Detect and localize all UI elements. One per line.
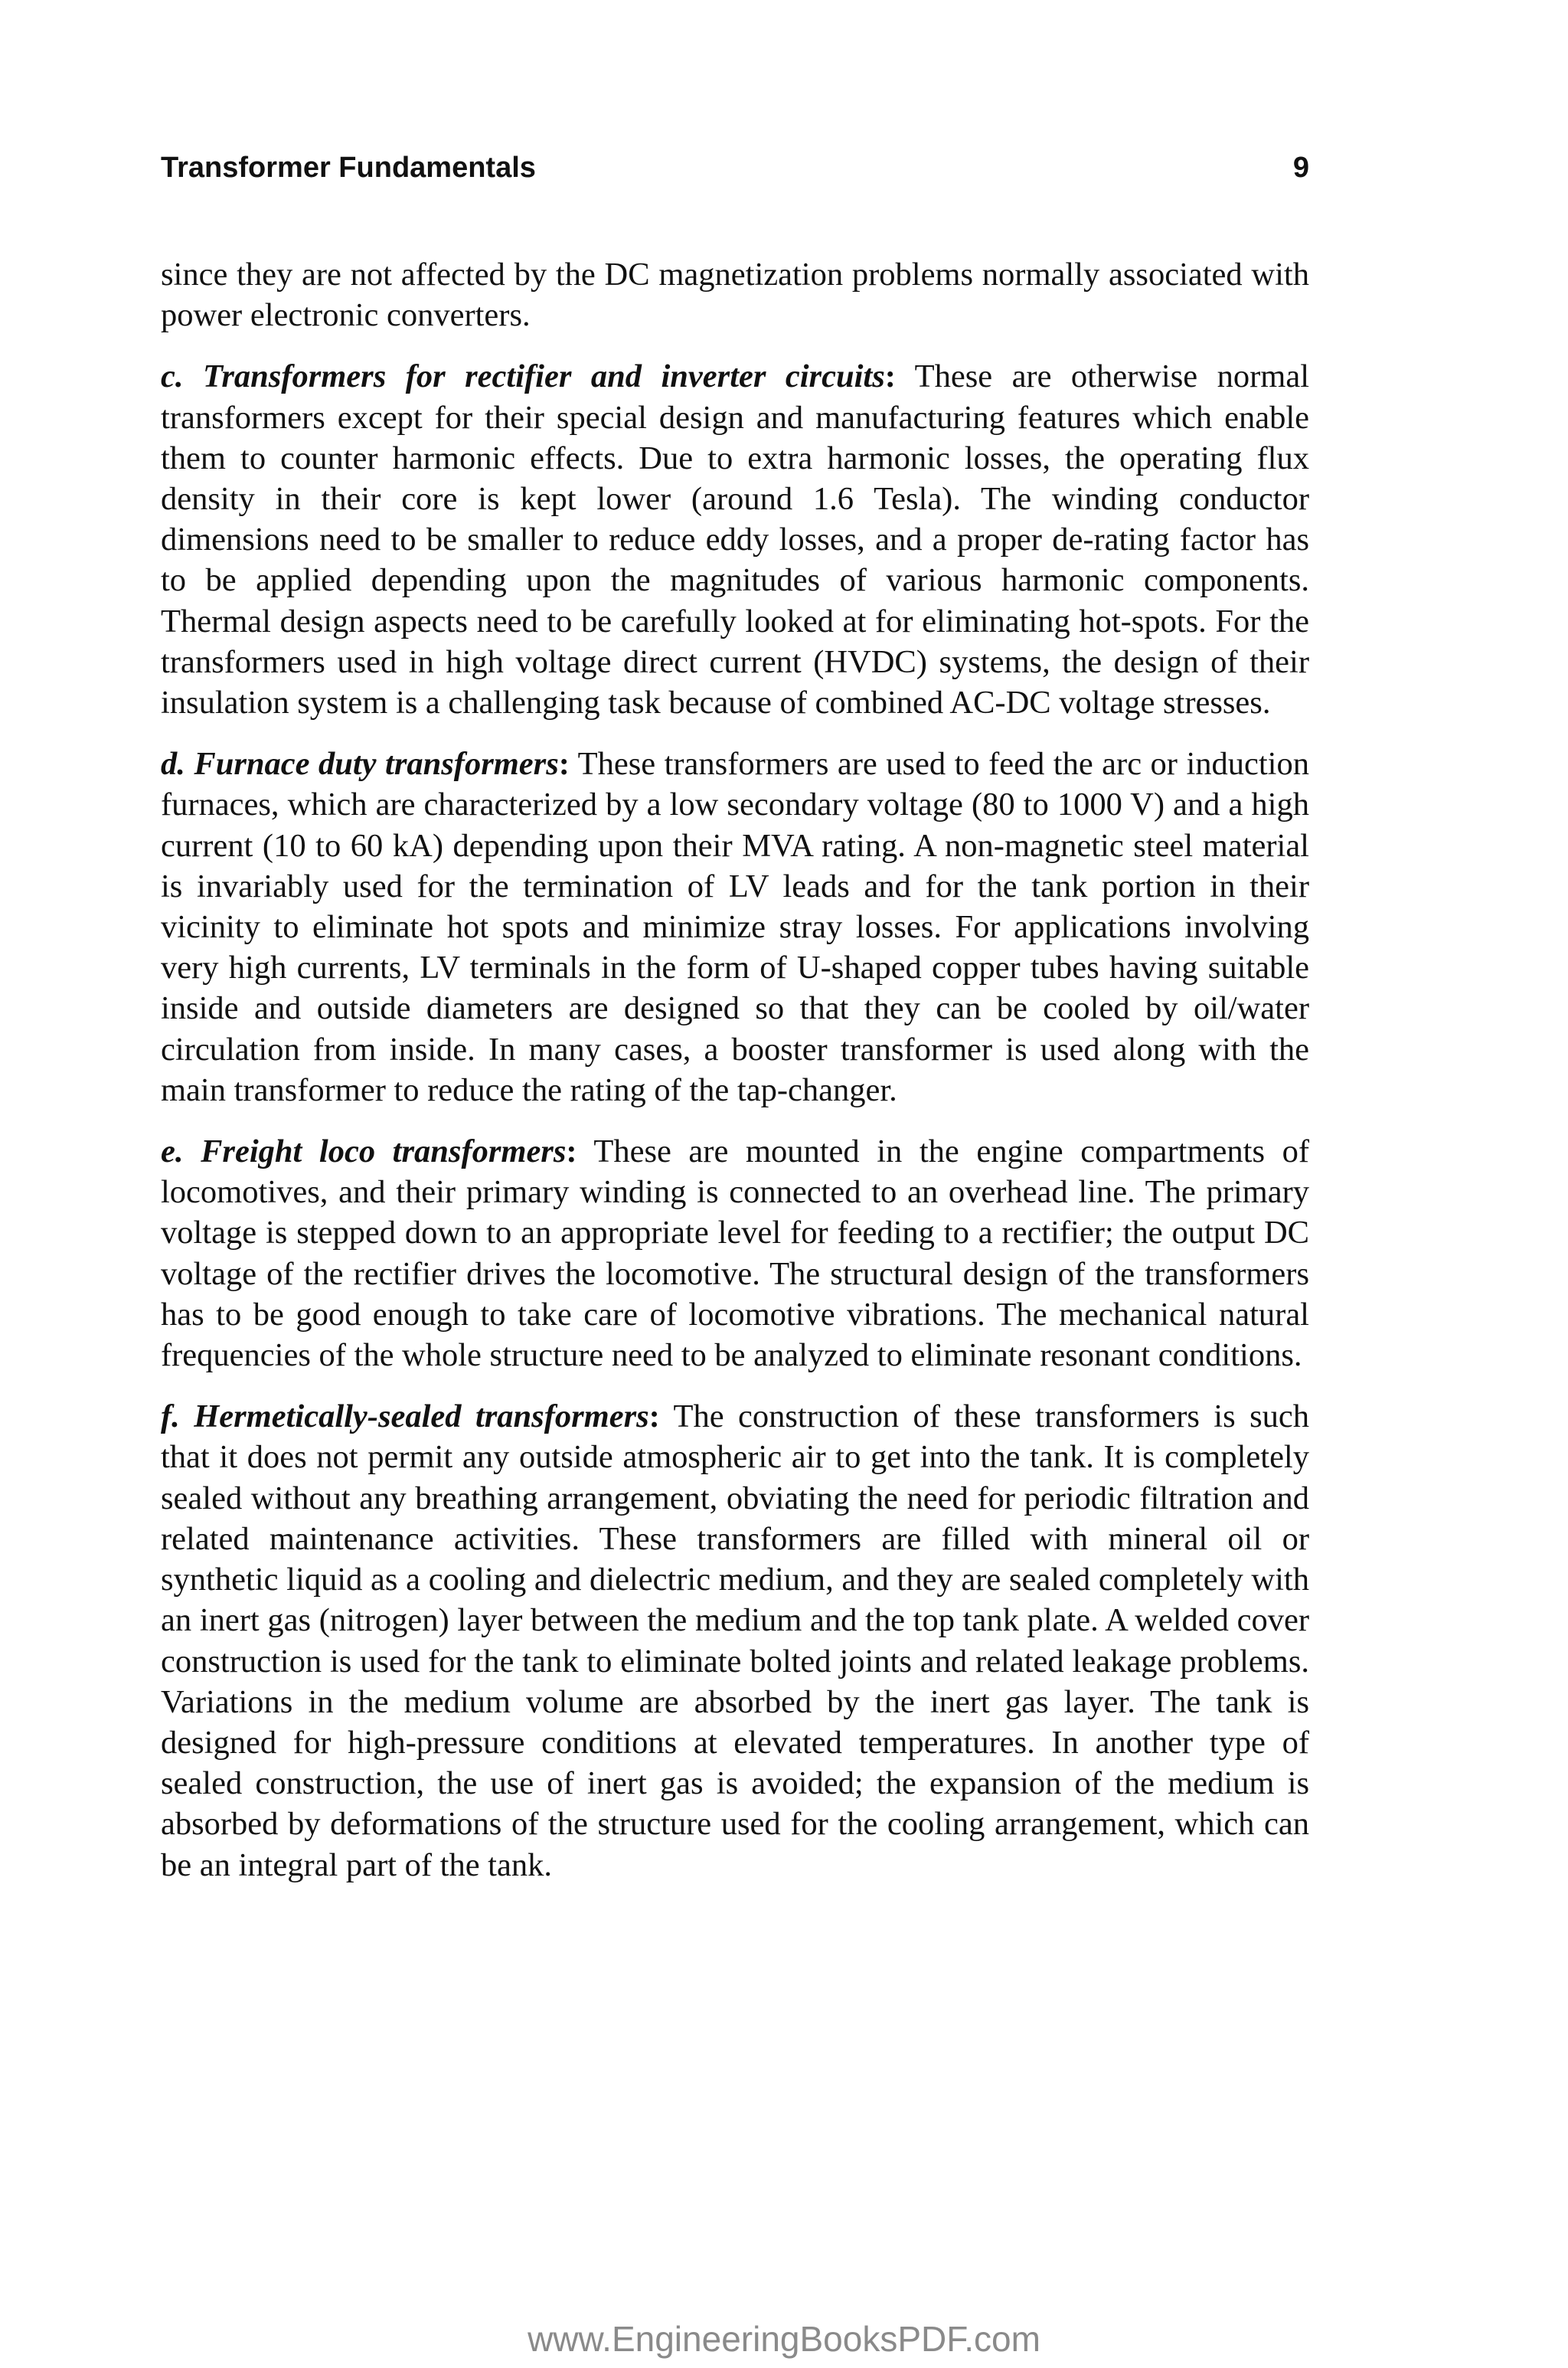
page-number: 9: [1292, 152, 1309, 184]
paragraph-rectifier-inverter-transformers: [161, 356, 1309, 723]
running-title: Transformer Fundamentals: [161, 152, 536, 184]
paragraph-freight-loco-transformers: [161, 1131, 1309, 1375]
paragraph-hermetically-sealed-transformers: [161, 1396, 1309, 1885]
paragraph-text: These are otherwise normal transformers except for their special design and manufacturing features which enable them to counter harmonic effects. Due to extra harmonic losses, the operating flux density in their core is kept lower (around 1.6 Tesla). The winding conductor dimensions need to be smaller to reduce eddy losses, and a proper de-rating factor has to be applied depending upon the magnitudes of various harmonic components. Thermal design aspects need to be carefully looked at for eliminating hot-spots. For the transformers used in high voltage direct current (HVDC) systems, the design of their insulation system is a challenging task because of combined AC-DC voltage stresses.: [161, 358, 1310, 721]
heading-colon: :: [884, 358, 896, 395]
paragraph-heading: c. Transformers for rectifier and inverter circuits: [161, 358, 885, 395]
paragraph-heading: f. Hermetically-sealed transformers: [161, 1398, 649, 1435]
paragraph-text: The construction of these transformers is such that it does not permit any outside atmospheric air to get into the tank. It is completely sealed without any breathing arrangement, obviating the need for periodic filtration and related maintenance activities. These transformers are filled with mineral oil or synthetic liquid as a cooling and dielectric medium, and they are sealed completely with an inert gas (nitrogen) layer between the medium and the top tank plate. A welded cover construction is used for the tank to eliminate bolted joints and related leakage problems. Variations in the medium volume are absorbed by the inert gas layer. The tank is designed for high-pressure conditions at elevated temperatures. In another type of sealed construction, the use of inert gas is avoided; the expansion of the medium is absorbed by deformations of the structure used for the cooling arrangement, which can be an integral part of the tank.: [161, 1398, 1309, 1883]
watermark-footer: www.EngineeringBooksPDF.com: [528, 2319, 1040, 2359]
heading-colon: :: [566, 1133, 577, 1170]
paragraph-text: These are mounted in the engine compartments of locomotives, and their primary winding is connected to an overhead line. The primary voltage is stepped down to an appropriate level for feeding to a rectifier; the output DC voltage of the rectifier drives the locomotive. The structural design of the transformers has to be good enough to take care of locomotive vibrations. The mechanical natural frequencies of the whole structure need to be analyzed to eliminate resonant conditions.: [161, 1133, 1309, 1374]
running-header: [161, 150, 1309, 185]
heading-colon: :: [648, 1398, 660, 1435]
heading-colon: :: [558, 746, 570, 783]
paragraph-furnace-duty-transformers: [161, 744, 1309, 1110]
body-text: [161, 254, 1309, 1906]
paragraph-continuation: [161, 254, 1309, 335]
paragraph-heading: e. Freight loco transformers: [161, 1133, 567, 1170]
paragraph-text: These transformers are used to feed the arc or induction furnaces, which are characterized by a low secondary voltage (80 to 1000 V) and a high current (10 to 60 kA) depending upon their MVA rating. A non-magnetic steel material is invariably used for the termination of LV leads and for the tank portion in their vicinity to eliminate hot spots and minimize stray losses. For applications involving very high currents, LV terminals in the form of U-shaped copper tubes having suitable inside and outside diameters are designed so that they can be cooled by oil/water circulation from inside. In many cases, a booster transformer is used along with the main transformer to reduce the rating of the tap-changer.: [161, 746, 1309, 1108]
paragraph-heading: d. Furnace duty transformers: [161, 746, 559, 783]
paragraph-text: since they are not affected by the DC magnetization problems normally associated with power electronic converters.: [161, 257, 1309, 334]
